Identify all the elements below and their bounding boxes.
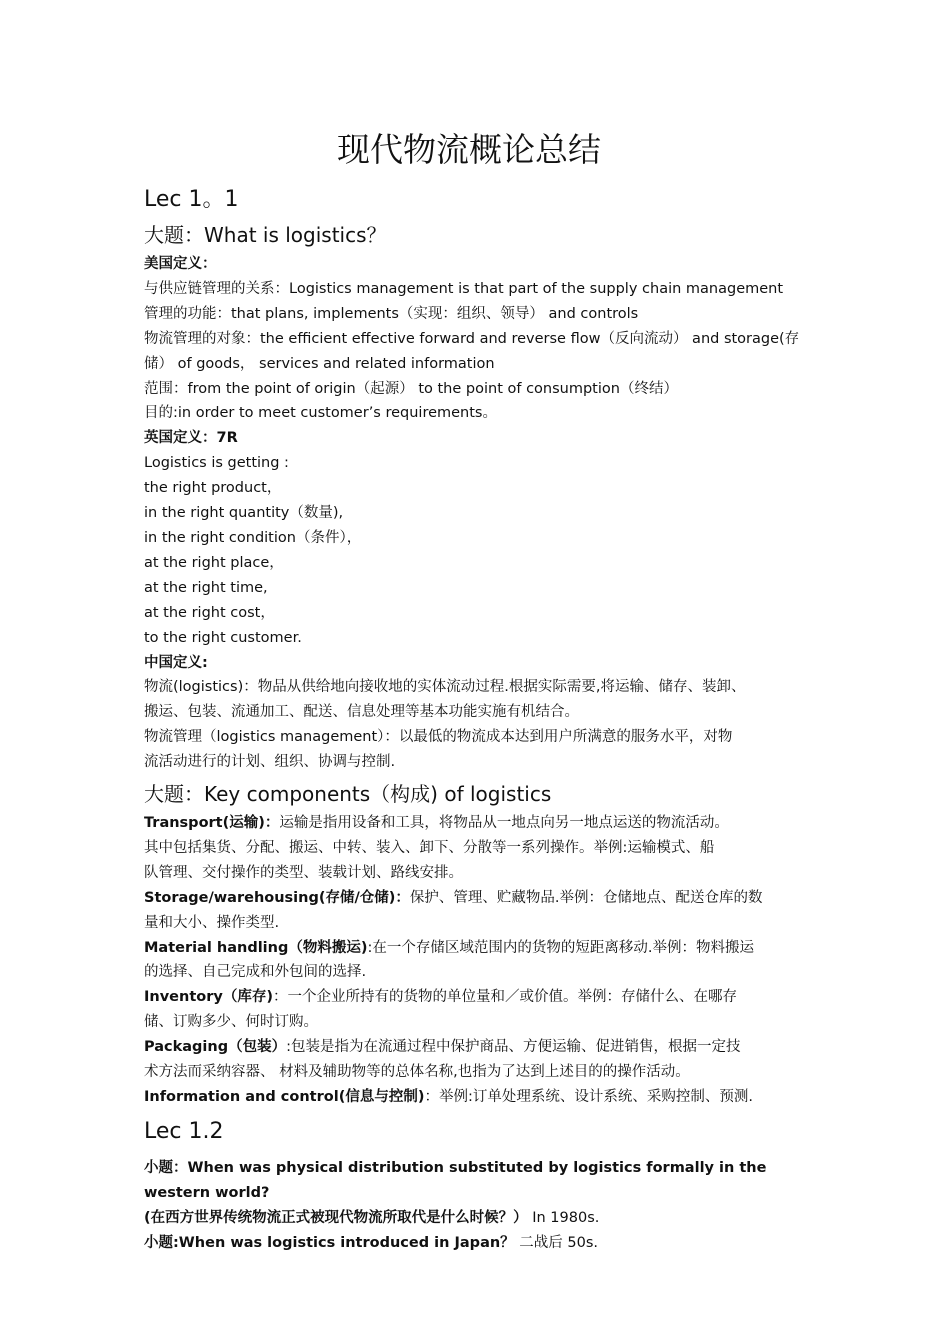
component-text: 保护、管理、贮藏物品.举例：仓储地点、配送仓库的数 bbox=[409, 889, 763, 906]
cn-definition-line: 搬运、包装、流通加工、配送、信息处理等基本功能实施有机结合。 bbox=[144, 704, 579, 721]
component-label: Packaging（包装） bbox=[144, 1039, 287, 1056]
page-title: 现代物流概论总结 bbox=[337, 130, 601, 169]
document-body bbox=[144, 124, 824, 1256]
component-line bbox=[144, 960, 824, 985]
cn-definition-label: 中国定义: bbox=[144, 654, 208, 671]
lec1-question-key-components: 大题：Key components（构成) of logistics bbox=[144, 782, 552, 807]
component-text: 的选择、自己完成和外包间的选择. bbox=[144, 964, 367, 981]
lec2-question-2 bbox=[144, 1231, 824, 1256]
us-definition-line: 目的:in order to meet customer’s requirements。 bbox=[144, 405, 497, 422]
component-text: 量和大小、操作类型. bbox=[144, 914, 280, 931]
component-label: Information and control(信息与控制) bbox=[144, 1089, 425, 1105]
us-definition-line: 物流管理的对象：the efficient effective forward and reverse flow（反向流动） and storage(存 bbox=[144, 330, 800, 347]
component-line bbox=[144, 811, 824, 836]
component-text: 术方法而采纳容器、 材料及辅助物等的总体名称,也指为了达到上述目的的操作活动。 bbox=[144, 1064, 690, 1081]
component-text: 队管理、交付操作的类型、装载计划、路线安排。 bbox=[144, 864, 463, 881]
lec2-heading: Lec 1.2 bbox=[144, 1118, 224, 1144]
component-text: ：举例:订单处理系统、设计系统、采购控制、预测. bbox=[424, 1089, 753, 1105]
component-text: 储、订购多少、何时订购。 bbox=[144, 1014, 318, 1031]
uk-7r-line: the right product， bbox=[144, 480, 282, 497]
question-text-cn: (在西方世界传统物流正式被现代物流所取代是什么时候？） bbox=[144, 1209, 528, 1226]
uk-definition-label: 英国定义：7R bbox=[144, 430, 238, 447]
lec1-heading: Lec 1。1 bbox=[144, 187, 239, 212]
us-definition-label: 美国定义： bbox=[144, 256, 217, 272]
uk-7r-line: to the right customer. bbox=[144, 629, 302, 646]
cn-definition-line: 流活动进行的计划、组织、协调与控制. bbox=[144, 754, 396, 771]
uk-7r-line: at the right place， bbox=[144, 554, 284, 571]
component-line bbox=[144, 861, 824, 886]
component-label: Inventory（库存) bbox=[144, 989, 273, 1006]
us-definition-line: 管理的功能：that plans, implements（实现：组织、领导） and controls bbox=[144, 305, 639, 322]
component-text: 运输是指用设备和工具，将物品从一地点向另一地点运送的物流活动。 bbox=[279, 815, 729, 832]
uk-7r-line: in the right condition（条件）， bbox=[144, 529, 362, 546]
component-line bbox=[144, 1085, 824, 1110]
cn-definition-line: 物流(logistics)：物品从供给地向接收地的实体流动过程.根据实际需要,将运输、储存、装卸、 bbox=[144, 679, 746, 696]
component-line bbox=[144, 936, 824, 961]
component-line bbox=[144, 911, 824, 936]
component-text: 其中包括集货、分配、搬运、中转、装入、卸下、分散等一系列操作。举例:运输模式、船 bbox=[144, 839, 715, 856]
component-line bbox=[144, 1010, 824, 1035]
us-definition-line: 储） of goods， services and related information bbox=[144, 355, 495, 372]
uk-7r-line: Logistics is getting : bbox=[144, 455, 289, 472]
uk-7r-line: at the right cost， bbox=[144, 604, 275, 621]
component-line bbox=[144, 836, 824, 861]
us-definition-line: 与供应链管理的关系：Logistics management is that part of the supply chain management bbox=[144, 280, 784, 297]
component-text: :包装是指为在流通过程中保护商品、方便运输、促进销售，根据一定技 bbox=[286, 1039, 741, 1056]
question-text: 小题:When was logistics introduced in Japan？ bbox=[144, 1234, 515, 1251]
component-label: Transport(运输)： bbox=[144, 815, 280, 832]
component-label: Storage/warehousing(存储/仓储)： bbox=[144, 889, 410, 906]
uk-7r-line: in the right quantity（数量), bbox=[144, 505, 344, 522]
component-line bbox=[144, 1035, 824, 1060]
question-answer: In 1980s. bbox=[527, 1209, 600, 1226]
component-line bbox=[144, 1060, 824, 1085]
question-text: When was physical distribution substituted by logistics formally in the western world? bbox=[144, 1159, 767, 1201]
lec1-question-what-is-logistics: 大题：What is logistics？ bbox=[144, 223, 387, 247]
component-label: Material handling（物料搬运) bbox=[144, 939, 368, 956]
us-definition-line: 范围：from the point of origin（起源） to the point of consumption（终结） bbox=[144, 380, 678, 397]
cn-definition-line: 物流管理（logistics management）：以最低的物流成本达到用户所满意的服务水平，对物 bbox=[144, 729, 733, 746]
lec2-question-1-cn bbox=[144, 1206, 824, 1231]
uk-7r-line: at the right time, bbox=[144, 579, 268, 596]
question-label: 小题： bbox=[144, 1159, 188, 1176]
lec2-question-1 bbox=[144, 1156, 824, 1206]
component-text: ：一个企业所持有的货物的单位量和／或价值。举例：存储什么、在哪存 bbox=[272, 989, 737, 1006]
component-line bbox=[144, 985, 824, 1010]
component-text: :在一个存储区域范围内的货物的短距离移动.举例：物料搬运 bbox=[367, 939, 754, 956]
question-answer: 二战后 50s. bbox=[514, 1234, 599, 1251]
component-line bbox=[144, 886, 824, 911]
